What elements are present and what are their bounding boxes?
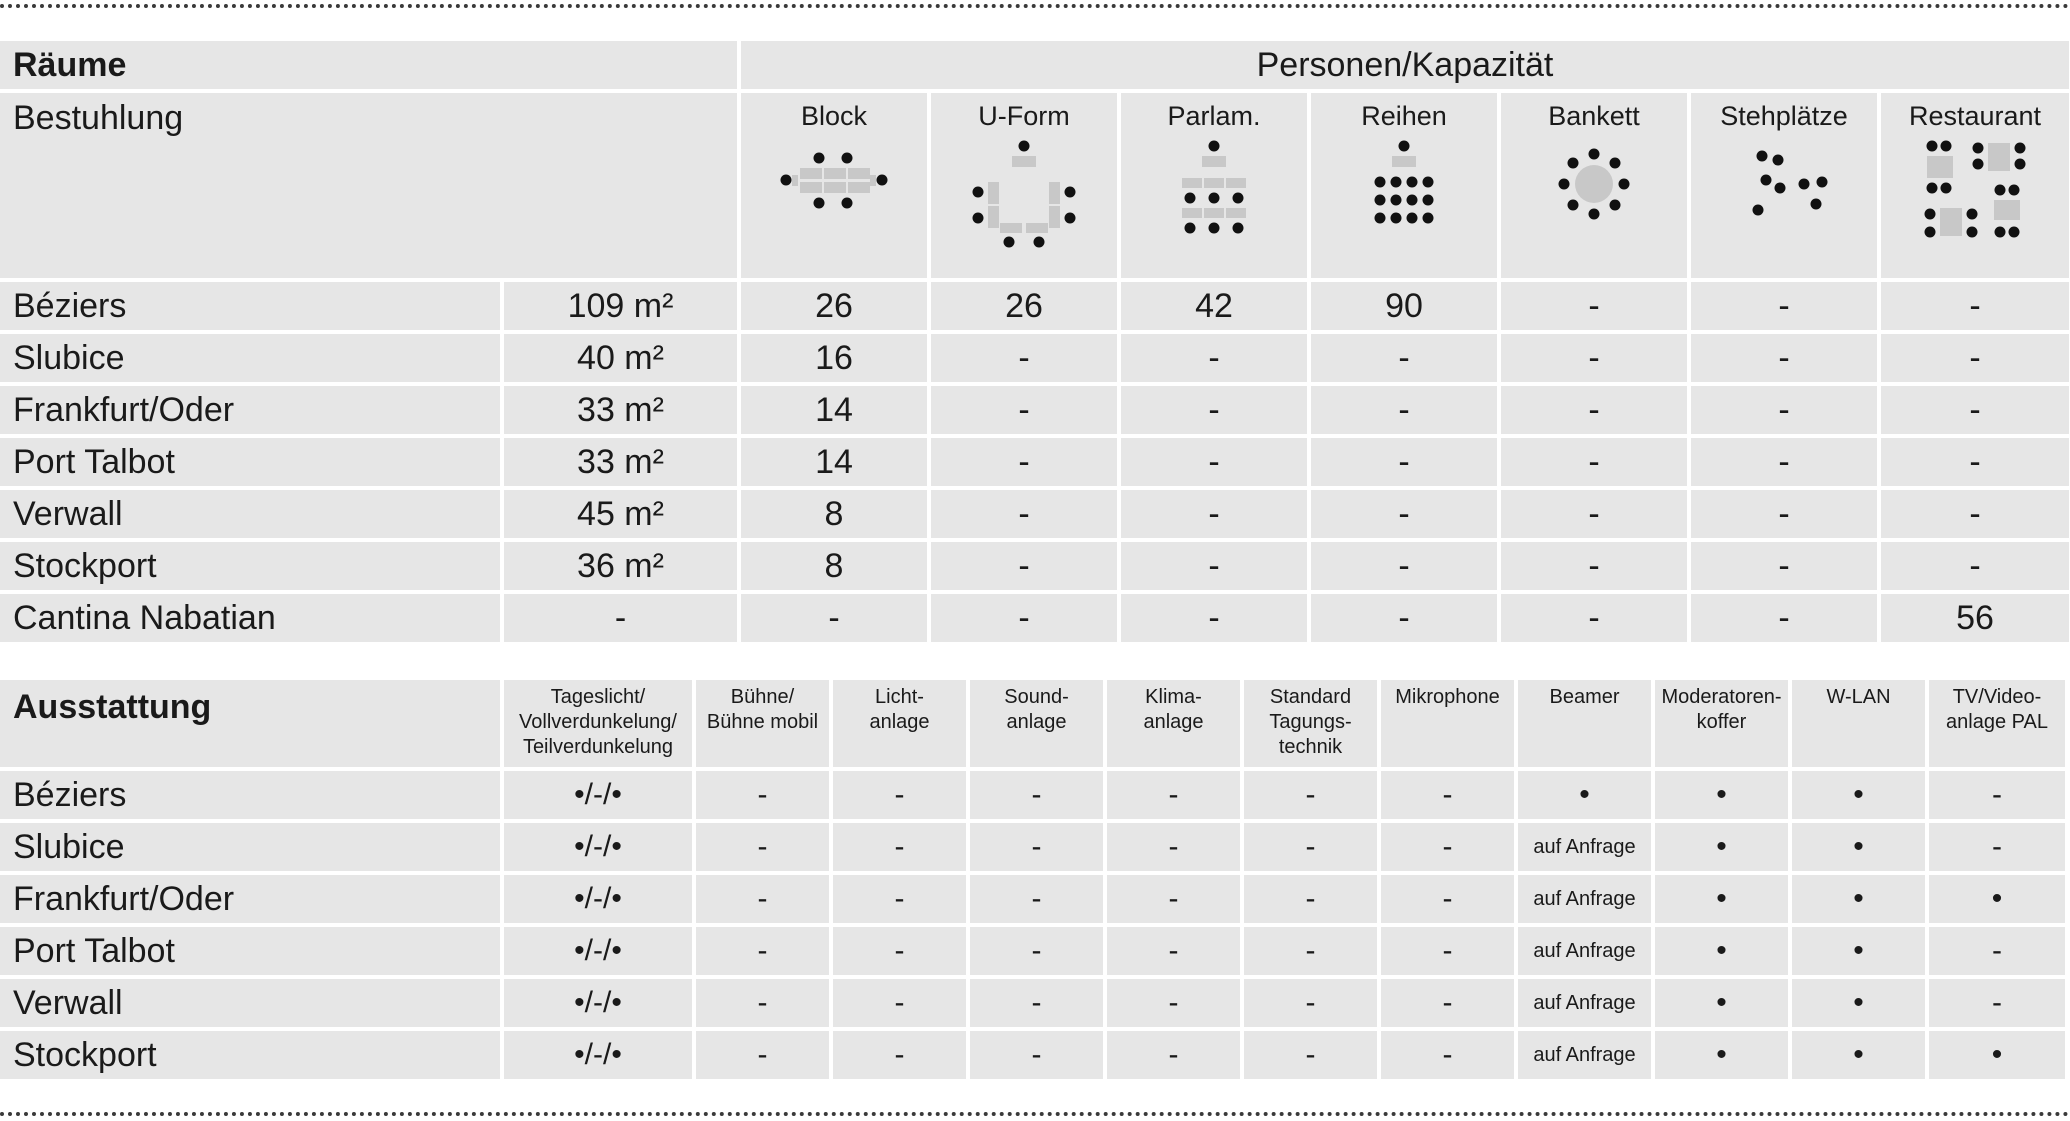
capacity-block: 26 <box>741 282 927 330</box>
equipment-value: - <box>1244 875 1377 923</box>
column-label: Reihen <box>1361 101 1447 131</box>
equipment-value: - <box>1244 771 1377 819</box>
equipment-value: • <box>1655 927 1788 975</box>
restaurant-seating-icon <box>1910 138 2040 248</box>
capacity-restaurant: - <box>1881 542 2069 590</box>
column-header-tv-video: TV/Video- anlage PAL <box>1929 680 2065 767</box>
persons-capacity-header: Personen/Kapazität <box>741 41 2069 89</box>
capacity-restaurant: - <box>1881 282 2069 330</box>
capacity-standing: - <box>1691 282 1877 330</box>
column-header-microphones: Mikrophone <box>1381 680 1514 767</box>
room-name: Port Talbot <box>0 438 500 486</box>
equipment-value: - <box>1381 771 1514 819</box>
room-area: 33 m² <box>504 386 737 434</box>
seating-column-standing <box>1691 93 1877 278</box>
room-name: Béziers <box>0 282 500 330</box>
equipment-value: - <box>970 927 1103 975</box>
column-header-wlan: W-LAN <box>1792 680 1925 767</box>
equipment-value: - <box>1107 823 1240 871</box>
capacity-u-form: - <box>931 542 1117 590</box>
equipment-value: •/-/• <box>504 979 692 1027</box>
seating-column-block <box>741 93 927 278</box>
column-header-climate: Klima- anlage <box>1107 680 1240 767</box>
capacity-parliament: - <box>1121 438 1307 486</box>
equipment-value: - <box>1929 927 2065 975</box>
equipment-value: - <box>696 1031 829 1079</box>
equipment-value: - <box>833 771 966 819</box>
equipment-value: • <box>1792 927 1925 975</box>
equipment-value: - <box>1381 1031 1514 1079</box>
capacity-table <box>0 41 2069 642</box>
equipment-value: - <box>833 979 966 1027</box>
equipment-value: •/-/• <box>504 927 692 975</box>
equipment-value: - <box>696 771 829 819</box>
capacity-u-form: - <box>931 594 1117 642</box>
equipment-value: - <box>970 823 1103 871</box>
standing-icon <box>1724 146 1844 226</box>
column-header-moderator-kit: Moderatoren- koffer <box>1655 680 1788 767</box>
capacity-block: 14 <box>741 438 927 486</box>
equipment-value: - <box>696 979 829 1027</box>
equipment-value: • <box>1655 875 1788 923</box>
capacity-restaurant: - <box>1881 438 2069 486</box>
capacity-parliament: - <box>1121 490 1307 538</box>
equipment-value: •/-/• <box>504 823 692 871</box>
capacity-standing: - <box>1691 334 1877 382</box>
equipment-value: - <box>1107 771 1240 819</box>
capacity-parliament: - <box>1121 386 1307 434</box>
column-header-lighting: Licht- anlage <box>833 680 966 767</box>
capacity-standing: - <box>1691 594 1877 642</box>
equipment-value: - <box>1929 823 2065 871</box>
capacity-banquet: - <box>1501 386 1687 434</box>
room-name: Verwall <box>0 979 500 1027</box>
banquet-seating-icon <box>1534 146 1654 226</box>
room-area: 45 m² <box>504 490 737 538</box>
capacity-restaurant: - <box>1881 334 2069 382</box>
capacity-rows: - <box>1311 542 1497 590</box>
equipment-value: - <box>1107 875 1240 923</box>
column-header-beamer: Beamer <box>1518 680 1651 767</box>
capacity-rows: - <box>1311 438 1497 486</box>
equipment-value: - <box>1929 979 2065 1027</box>
room-name: Stockport <box>0 1031 500 1079</box>
capacity-parliament: - <box>1121 542 1307 590</box>
room-name: Cantina Nabatian <box>0 594 500 642</box>
capacity-banquet: - <box>1501 438 1687 486</box>
equipment-value: - <box>1244 1031 1377 1079</box>
capacity-restaurant: 56 <box>1881 594 2069 642</box>
equipment-value: • <box>1655 979 1788 1027</box>
column-label: Block <box>800 101 868 131</box>
equipment-value: • <box>1792 979 1925 1027</box>
equipment-value: • <box>1655 823 1788 871</box>
rooms-header: Räume <box>0 41 737 89</box>
equipment-value: • <box>1792 875 1925 923</box>
room-name: Slubice <box>0 823 500 871</box>
equipment-value: • <box>1655 1031 1788 1079</box>
equipment-value: auf Anfrage <box>1518 979 1651 1027</box>
room-name: Verwall <box>0 490 500 538</box>
capacity-rows: - <box>1311 386 1497 434</box>
seating-column-restaurant <box>1881 93 2069 278</box>
equipment-value: - <box>1107 927 1240 975</box>
equipment-value: - <box>1381 875 1514 923</box>
room-area: - <box>504 594 737 642</box>
capacity-u-form: - <box>931 490 1117 538</box>
equipment-value: •/-/• <box>504 771 692 819</box>
equipment-value: - <box>1381 823 1514 871</box>
equipment-value: - <box>1107 1031 1240 1079</box>
equipment-value: - <box>970 979 1103 1027</box>
equipment-value: - <box>1244 927 1377 975</box>
room-name: Frankfurt/Oder <box>0 875 500 923</box>
capacity-block: 14 <box>741 386 927 434</box>
equipment-value: - <box>696 823 829 871</box>
capacity-rows: - <box>1311 334 1497 382</box>
equipment-header: Ausstattung <box>0 680 500 767</box>
capacity-block: 8 <box>741 542 927 590</box>
capacity-banquet: - <box>1501 594 1687 642</box>
room-name: Slubice <box>0 334 500 382</box>
capacity-banquet: - <box>1501 542 1687 590</box>
column-label: Stehplätze <box>1720 101 1848 131</box>
capacity-standing: - <box>1691 542 1877 590</box>
capacity-restaurant: - <box>1881 386 2069 434</box>
column-label: Bankett <box>1548 101 1640 131</box>
capacity-rows: - <box>1311 594 1497 642</box>
equipment-value: auf Anfrage <box>1518 823 1651 871</box>
room-name: Frankfurt/Oder <box>0 386 500 434</box>
equipment-value: • <box>1929 875 2065 923</box>
equipment-value: - <box>833 823 966 871</box>
capacity-banquet: - <box>1501 334 1687 382</box>
seating-column-u-form <box>931 93 1117 278</box>
equipment-value: - <box>1244 823 1377 871</box>
capacity-parliament: - <box>1121 334 1307 382</box>
parliament-seating-icon <box>1154 138 1274 248</box>
column-header-conference-tech: Standard Tagungs- technik <box>1244 680 1377 767</box>
equipment-value: - <box>833 875 966 923</box>
equipment-value: - <box>1929 771 2065 819</box>
equipment-value: - <box>833 1031 966 1079</box>
equipment-value: - <box>833 927 966 975</box>
equipment-value: - <box>1381 927 1514 975</box>
capacity-banquet: - <box>1501 490 1687 538</box>
equipment-value: • <box>1929 1031 2065 1079</box>
seating-column-rows <box>1311 93 1497 278</box>
capacity-block: - <box>741 594 927 642</box>
column-header-sound: Sound- anlage <box>970 680 1103 767</box>
equipment-value: • <box>1792 771 1925 819</box>
equipment-value: - <box>696 875 829 923</box>
equipment-value: - <box>970 1031 1103 1079</box>
equipment-value: • <box>1655 771 1788 819</box>
column-header-daylight: Tageslicht/ Vollverdunkelung/ Teilverdunkelung <box>504 680 692 767</box>
capacity-rows: - <box>1311 490 1497 538</box>
capacity-banquet: - <box>1501 282 1687 330</box>
equipment-value: •/-/• <box>504 1031 692 1079</box>
room-name: Stockport <box>0 542 500 590</box>
capacity-standing: - <box>1691 386 1877 434</box>
equipment-value: •/-/• <box>504 875 692 923</box>
capacity-u-form: - <box>931 438 1117 486</box>
top-dotted-divider <box>0 4 2070 8</box>
room-name: Port Talbot <box>0 927 500 975</box>
room-name: Béziers <box>0 771 500 819</box>
capacity-standing: - <box>1691 438 1877 486</box>
capacity-u-form: - <box>931 386 1117 434</box>
seating-header: Bestuhlung <box>0 93 737 278</box>
seating-column-banquet <box>1501 93 1687 278</box>
equipment-value: auf Anfrage <box>1518 1031 1651 1079</box>
block-seating-icon <box>774 146 894 216</box>
room-area: 109 m² <box>504 282 737 330</box>
bottom-dotted-divider <box>0 1112 2070 1116</box>
seating-column-parliament <box>1121 93 1307 278</box>
capacity-block: 16 <box>741 334 927 382</box>
column-label: Parlam. <box>1167 101 1261 131</box>
room-area: 33 m² <box>504 438 737 486</box>
capacity-u-form: - <box>931 334 1117 382</box>
equipment-value: - <box>970 771 1103 819</box>
column-label: Restaurant <box>1908 101 2042 131</box>
equipment-value: - <box>970 875 1103 923</box>
column-header-stage: Bühne/ Bühne mobil <box>696 680 829 767</box>
equipment-value: - <box>1107 979 1240 1027</box>
equipment-value: - <box>696 927 829 975</box>
capacity-u-form: 26 <box>931 282 1117 330</box>
equipment-value: • <box>1518 771 1651 819</box>
capacity-standing: - <box>1691 490 1877 538</box>
equipment-value: auf Anfrage <box>1518 875 1651 923</box>
equipment-value: • <box>1792 823 1925 871</box>
equipment-value: • <box>1792 1031 1925 1079</box>
u-shape-seating-icon <box>964 138 1084 248</box>
equipment-value: - <box>1244 979 1377 1027</box>
equipment-value: auf Anfrage <box>1518 927 1651 975</box>
equipment-value: - <box>1381 979 1514 1027</box>
column-label: U-Form <box>978 101 1070 131</box>
capacity-rows: 90 <box>1311 282 1497 330</box>
rows-seating-icon <box>1344 138 1464 248</box>
capacity-parliament: - <box>1121 594 1307 642</box>
room-area: 36 m² <box>504 542 737 590</box>
capacity-restaurant: - <box>1881 490 2069 538</box>
capacity-block: 8 <box>741 490 927 538</box>
capacity-parliament: 42 <box>1121 282 1307 330</box>
equipment-table <box>0 680 2065 1079</box>
room-area: 40 m² <box>504 334 737 382</box>
